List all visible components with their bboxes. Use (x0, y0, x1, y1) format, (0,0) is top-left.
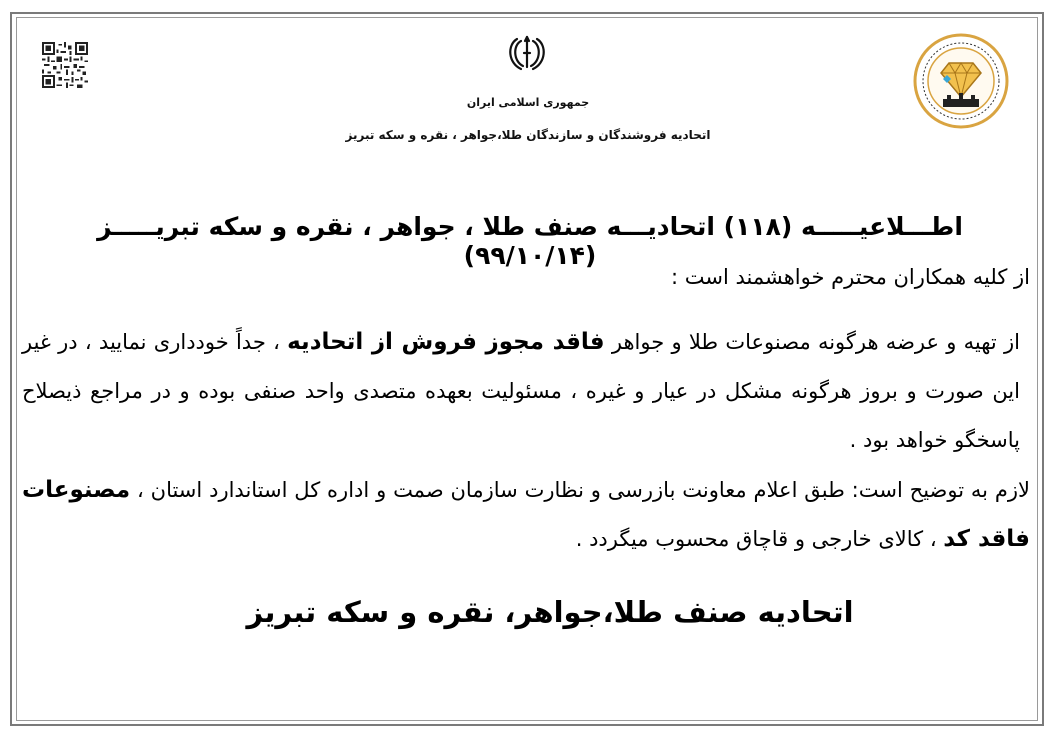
para2-text-end: ، کالای خارجی و قاچاق محسوب میگردد . (575, 527, 944, 551)
qr-code-icon (42, 42, 88, 88)
signature-line: اتحادیه صنف طلا،جواهر، نقره و سکه تبریز (246, 595, 854, 629)
notice-paragraph-1 (22, 318, 1030, 465)
iran-emblem-icon (505, 33, 549, 73)
notice-paragraph-2 (22, 466, 1030, 564)
union-seal-logo (913, 33, 1009, 129)
para1-bold-phrase: فاقد مجوز فروش از اتحادیه (287, 329, 605, 355)
header-union-name: اتحادیه فروشندگان و سازندگان طلا،جواهر ، نقره و سکه تبریز (345, 128, 711, 142)
notice-intro: از کلیه همکاران محترم خواهشمند است : (670, 265, 1030, 289)
para1-text-end: ، جداً خودداری نمایید ، در غیر این صورت و بروز هرگونه مشکل در عیار و غیره ، مسئولیت بعهده متصدی واحد صنفی بوده و در مراجع ذیصلاح پاسخگو خواهد بود . (22, 330, 1020, 452)
header-republic: جمهوری اسلامی ایران (466, 96, 590, 109)
notice-title: اطـــلاعیـــــه (۱۱۸) اتحادیـــه صنف طلا ، جواهر ، نقره و سکه تبریـــــز (۹۹/۱۰/۱۴) (97, 212, 963, 270)
para2-text-start: لازم به توضیح است: طبق اعلام معاونت بازرسی و نظارت سازمان صمت و اداره کل استاندارد استان ، (130, 478, 1030, 502)
para2-bold-phrase: مصنوعات فاقد کد (22, 477, 1030, 552)
para1-text-start: از تهیه و عرضه هرگونه مصنوعات طلا و جواهر (604, 330, 1021, 354)
